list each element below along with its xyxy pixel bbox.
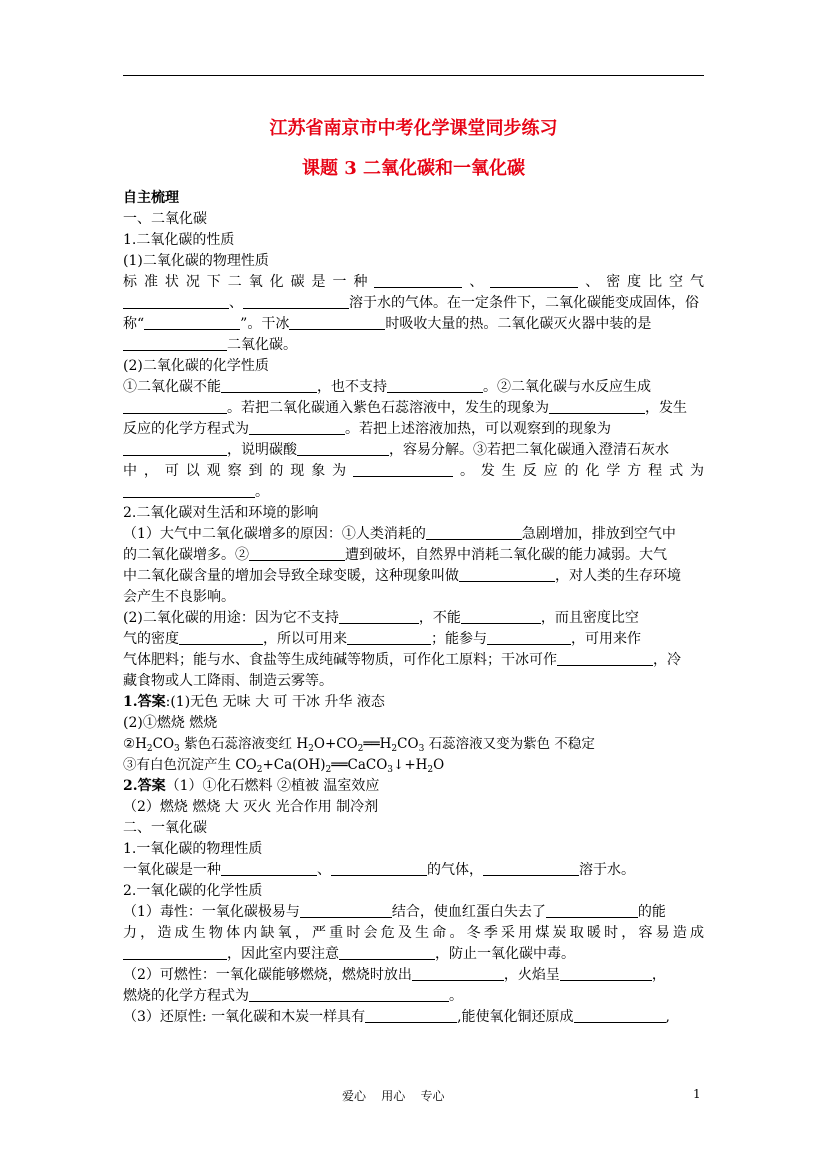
item-heading: 2.一氧化碳的化学性质 [123,883,263,899]
answer-line: ③有白色沉淀产生 $CO_2+Ca(OH)_2══CaCO_3↓+H_2O$ [123,757,445,775]
text-line: 的二氧化碳增多。② 遭到破坏，自然界中消耗二氧化碳的能力减弱。大气 [123,547,667,563]
answer-blank[interactable] [339,608,419,624]
answer-line: 1.答案:(1)无色 无味 大 可 干冰 升华 液态 [123,694,385,710]
answer-blank[interactable] [221,860,317,876]
answer-blank[interactable] [459,566,555,582]
answer-blank[interactable] [374,272,462,288]
section-heading: 自主梳理 [123,190,179,206]
text-line: 反应的化学方程式为 。若把上述溶液加热，可以观察到的现象为 [123,421,611,437]
answer-blank[interactable] [461,608,541,624]
text-line: 力，造成生物体内缺氧，严重时会危及生命。冬季采用煤炭取暖时，容易造成 [123,925,704,941]
answer-blank[interactable] [490,272,578,288]
page-number: 1 [693,1087,701,1101]
text-line: （1）大气中二氧化碳增多的原因：①人类消耗的 急剧增加，排放到空气中 [123,526,676,542]
answer-blank[interactable] [339,944,435,960]
answer-blank[interactable] [546,902,638,918]
worksheet-body [123,188,704,1028]
text-line: 一氧化碳是一种 、 的气体， 溶于水。 [123,862,635,878]
answer-blank[interactable] [249,986,449,1002]
text-line: 藏食物或人工降雨、制造云雾等。 [123,673,333,689]
item-heading: 1.二氧化碳的性质 [123,232,235,248]
answer-blank[interactable] [365,1007,457,1023]
text-line: 二氧化碳。 [123,335,704,356]
answer-blank[interactable] [123,293,229,309]
answer-blank[interactable] [387,377,483,393]
sub-heading: (1)二氧化碳的物理性质 [123,253,269,269]
lesson-subtitle: 课题 3 二氧化碳和一氧化碳 [301,158,526,179]
answer-blank[interactable] [483,860,579,876]
answer-line: $②H_2CO_3$ 紫色石蕊溶液变红 $H_2O+CO_2══H_2CO_3$ 石蕊溶液又变为紫色 不稳定 [123,736,595,754]
answer-line: (2)①燃烧 燃烧 [123,715,218,731]
text-line: 。若把二氧化碳通入紫色石蕊溶液中，发生的现象为 ，发生 [123,398,704,419]
text-line: （3）还原性: 一氧化碳和木炭一样具有 ,能使氧化铜还原成 , [123,1009,670,1025]
answer-blank[interactable] [412,965,504,981]
text-line: ，因此室内要注意 ，防止一氧化碳中毒。 [123,944,704,965]
text-line: 燃烧的化学方程式为 。 [123,988,463,1004]
answer-line: 2.答案（1）①化石燃料 ②植被 温室效应 [123,778,380,794]
answer-blank[interactable] [300,902,392,918]
text-line: 标准状况下二氧化碳是一种 、 、密度比空气 [123,274,704,290]
sub-heading: (2)二氧化碳的化学性质 [123,358,269,374]
answer-blank[interactable] [179,629,263,645]
answer-blank[interactable] [487,629,571,645]
answer-blank[interactable] [123,482,255,498]
header-rule [123,75,704,76]
answer-line: （2）燃烧 燃烧 大 灭火 光合作用 制冷剂 [123,799,379,815]
text-line: 气的密度 ，所以可用来 ；能参与 ，可用来作 [123,631,641,647]
answer-blank[interactable] [331,860,427,876]
text-line: 气体肥料；能与水、食盐等生成纯碱等物质，可作化工原料；干冰可作 ，冷 [123,652,681,668]
answer-blank[interactable] [123,335,227,351]
answer-blank[interactable] [289,314,385,330]
text-line: 会产生不良影响。 [123,589,235,605]
answer-blank[interactable] [560,965,652,981]
page-title: 江苏省南京市中考化学课堂同步练习 [269,118,558,139]
answer-blank[interactable] [249,545,345,561]
item-heading: 2.二氧化碳对生活和环境的影响 [123,505,319,521]
answer-blank[interactable] [221,377,317,393]
answer-blank[interactable] [123,440,227,456]
text-line: 。 [123,482,704,503]
answer-blank[interactable] [123,398,227,414]
answer-blank[interactable] [144,314,240,330]
text-line: 中，可以观察到的现象为 。发生反应的化学方程式为 [123,463,704,479]
text-line: 、 溶于水的气体。在一定条件下，二氧化碳能变成固体，俗 [123,293,704,314]
text-line: （2）可燃性：一氧化碳能够燃烧，燃烧时放出 ，火焰呈 ， [123,967,666,983]
answer-blank[interactable] [574,1007,666,1023]
answer-blank[interactable] [557,650,653,666]
item-heading: 1.一氧化碳的物理性质 [123,841,263,857]
answer-label: 1.答案 [123,694,166,710]
text-line: 中二氧化碳含量的增加会导致全球变暖，这种现象叫做 ，对人类的生存环境 [123,568,681,584]
text-line: (2)二氧化碳的用途：因为它不支持 ，不能 ，而且密度比空 [123,610,639,626]
answer-blank[interactable] [426,524,522,540]
answer-blank[interactable] [347,629,431,645]
text-line: （1）毒性：一氧化碳极易与 结合，使血红蛋白失去了 的能 [123,904,666,920]
answer-blank[interactable] [549,398,645,414]
answer-blank[interactable] [297,440,389,456]
answer-blank[interactable] [353,461,453,477]
answer-blank[interactable] [249,419,345,435]
part-heading: 一、二氧化碳 [123,211,207,227]
footer-motto: 爱心 用心 专心 [342,1089,445,1103]
text-line: ，说明碳酸 ，容易分解。③若把二氧化碳通入澄清石灰水 [123,440,704,461]
answer-blank[interactable] [243,293,349,309]
text-line: 称“ ”。干冰 时吸收大量的热。二氧化碳灭火器中装的是 [123,316,652,332]
part-heading: 二、一氧化碳 [123,820,207,836]
text-line: ①二氧化碳不能 ，也不支持 。②二氧化碳与水反应生成 [123,379,651,395]
answer-blank[interactable] [123,944,227,960]
answer-label: 2.答案 [123,778,166,794]
